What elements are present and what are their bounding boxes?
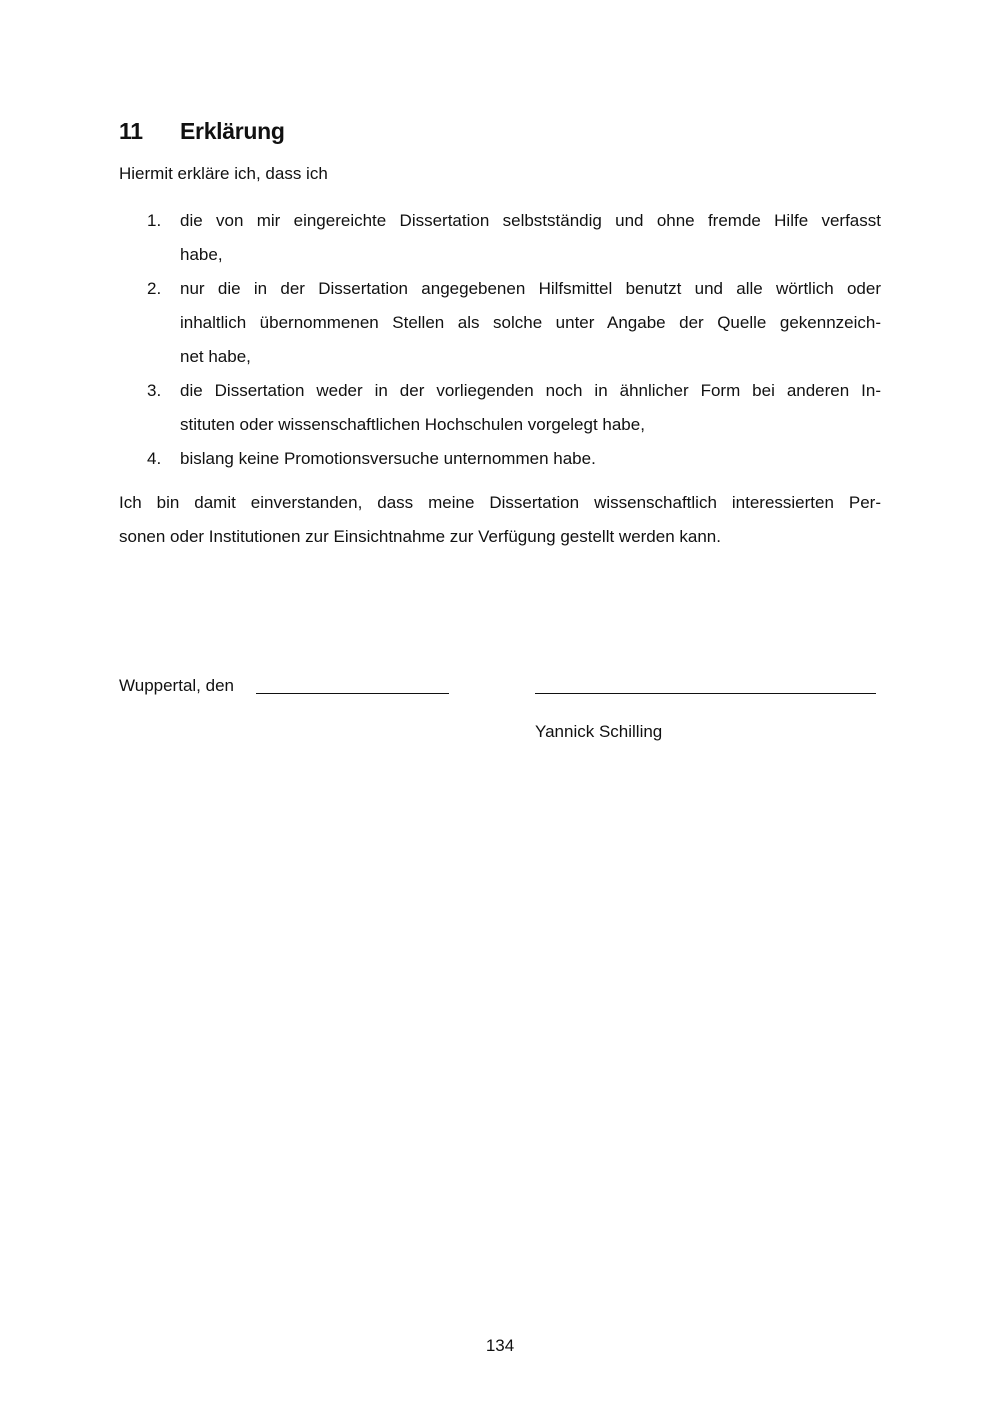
date-blank-line: [256, 693, 449, 694]
item-line: die Dissertation weder in der vorliegenden noch in ähnlicher Form bei anderen In-: [180, 381, 881, 400]
list-marker: 1.: [147, 211, 162, 230]
consent-paragraph: [119, 486, 881, 554]
list-marker: 4.: [147, 449, 162, 468]
item-line: habe,: [180, 245, 223, 264]
declaration-list: [119, 204, 881, 476]
signature-blank-line: [535, 693, 876, 694]
section-heading: [119, 118, 285, 145]
item-line: bislang keine Promotionsversuche unternommen habe.: [180, 449, 596, 468]
declaration-item-3: [119, 374, 881, 442]
paragraph-line: Ich bin damit einverstanden, dass meine Dissertation wissenschaftlich interessierten Per-: [119, 493, 881, 512]
item-line: stituten oder wissenschaftlichen Hochschulen vorgelegt habe,: [180, 415, 645, 434]
paragraph-line: sonen oder Institutionen zur Einsichtnahme zur Verfügung gestellt werden kann.: [119, 527, 721, 546]
section-title: Erklärung: [180, 118, 285, 144]
item-line: nur die in der Dissertation angegebenen Hilfsmittel benutzt und alle wörtlich oder: [180, 279, 881, 298]
list-marker: 3.: [147, 381, 162, 400]
item-line: inhaltlich übernommenen Stellen als solche unter Angabe der Quelle gekennzeich-: [180, 313, 881, 332]
declaration-item-4: [119, 442, 881, 476]
declaration-item-1: [119, 204, 881, 272]
page-number: 134: [485, 1336, 515, 1355]
list-marker: 2.: [147, 279, 162, 298]
item-line: net habe,: [180, 347, 251, 366]
section-number: 11: [119, 118, 143, 144]
declaration-item-2: [119, 272, 881, 374]
item-line: die von mir eingereichte Dissertation selbstständig und ohne fremde Hilfe verfasst: [180, 211, 881, 230]
signer-name: Yannick Schilling: [535, 722, 663, 741]
intro-text: Hiermit erkläre ich, dass ich: [119, 164, 328, 183]
place-date-label: Wuppertal, den: [119, 676, 234, 695]
